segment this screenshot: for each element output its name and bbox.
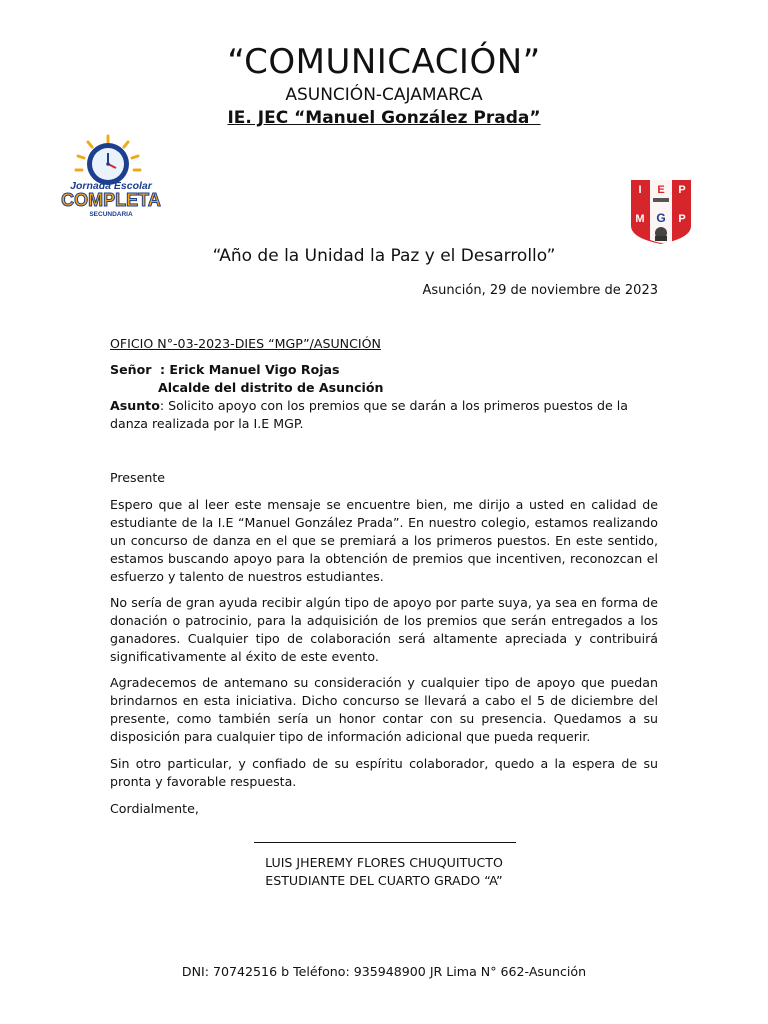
greeting: Presente — [110, 470, 165, 485]
subject-text: : Solicito apoyo con los premios que se darán a los primeros puestos de la danza realizada por la I.E MGP. — [110, 398, 628, 431]
school-shield-icon — [628, 178, 694, 246]
footer-contact: DNI: 70742516 b Teléfono: 935948900 JR Lima N° 662-Asunción — [181, 964, 587, 979]
school-name: IE. JEC “Manuel González Prada” — [227, 108, 541, 128]
jornada-escolar-logo — [48, 134, 174, 220]
recipient-name: : Erick Manuel Vigo Rojas — [160, 362, 340, 377]
shield-letter: P — [678, 213, 686, 225]
logo-text-line1: Jornada Escolar — [70, 180, 152, 192]
body-paragraph: No sería de gran ayuda recibir algún tipo de apoyo por parte suya, ya sea en forma de donación o patrocinio, para la adquisición de los premios que serán entregados a los ganadores. Cualquier tipo de colaboración será altamente apreciada y contribuirá significativamente al éxito de este evento. — [110, 595, 658, 664]
oficio-number: OFICIO N°-03-2023-DIES “MGP”/ASUNCIÓN — [110, 336, 381, 351]
body-paragraph: Espero que al leer este mensaje se encuentre bien, me dirijo a usted en calidad de estudiante de la I.E “Manuel González Prada”. En nuestro colegio, estamos realizando un concurso de danza en el que se premiará a los primeros puestos. En este sentido, estamos buscando apoyo para la obtención de premios que incentiven, reconozcan el esfuerzo y talento de nuestros estudiantes. — [110, 497, 658, 584]
signature-name: LUIS JHEREMY FLORES CHUQUITUCTO — [265, 855, 503, 870]
letter-date: Asunción, 29 de noviembre de 2023 — [422, 283, 658, 298]
shield-letter: G — [656, 211, 666, 225]
logo-text-line3: SECUNDARIA — [89, 211, 133, 218]
body-paragraph: Agradecemos de antemano su consideración y cualquier tipo de apoyo que puedan brindarnos en esta iniciativa. Dicho concurso se llevará a cabo el 5 de diciembre del presente, como también sería un honor contar con su presencia. Quedamos a su disposición para cualquier tipo de información adicional que pueda requerir. — [110, 675, 658, 744]
document-subtitle: ASUNCIÓN-CAJAMARCA — [285, 85, 483, 105]
shield-letter: M — [635, 213, 645, 225]
logo-text-line2: COMPLETA — [61, 190, 161, 210]
body-paragraph: Sin otro particular, y confiado de su espíritu colaborador, quedo a la espera de su pronta y favorable respuesta. — [110, 756, 658, 789]
year-motto: “Año de la Unidad la Paz y el Desarrollo” — [212, 246, 556, 266]
recipient-label: Señor — [110, 362, 152, 377]
closing: Cordialmente, — [110, 801, 199, 816]
signature-role: ESTUDIANTE DEL CUARTO GRADO “A” — [265, 873, 503, 888]
subject-label: Asunto — [110, 398, 160, 413]
shield-letter: I — [638, 184, 642, 196]
document-title: “COMUNICACIÓN” — [227, 42, 541, 82]
signature-line — [254, 842, 516, 843]
subject — [110, 397, 658, 433]
shield-letter: E — [657, 184, 665, 196]
clock-icon — [76, 136, 140, 185]
shield-letter: P — [678, 184, 686, 196]
recipient-title: Alcalde del distrito de Asunción — [158, 380, 384, 395]
